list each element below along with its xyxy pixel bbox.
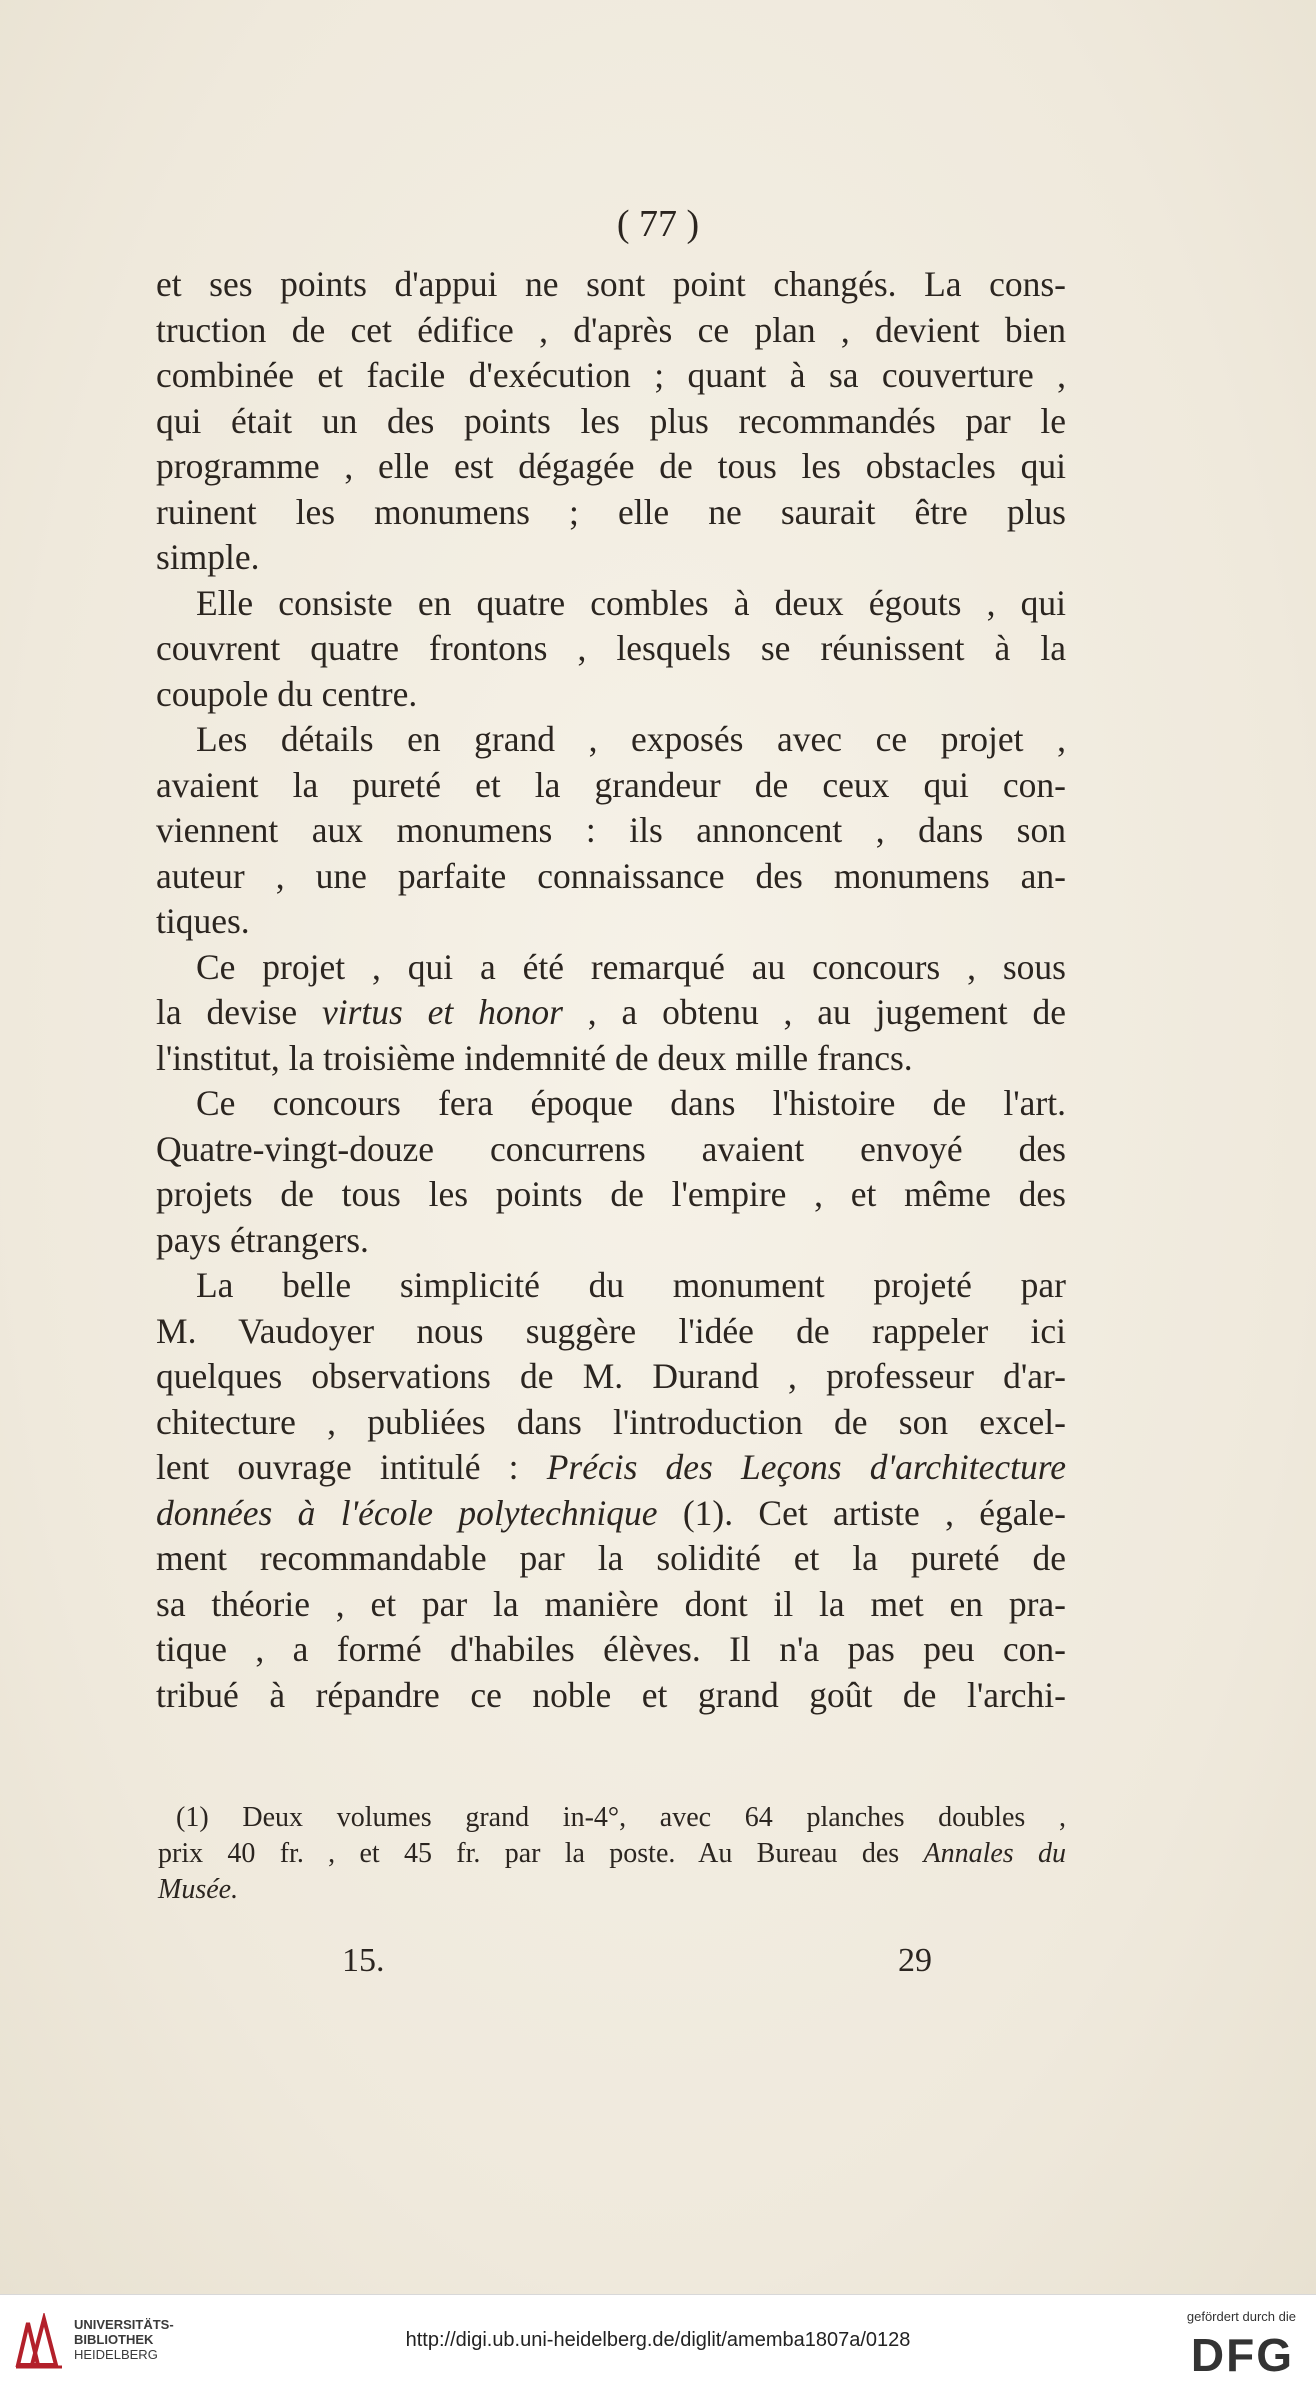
text-line: tique , a formé d'habiles élèves. Il n'a pas peu con- [156,1629,1066,1669]
text-line: la devise virtus et honor , a obtenu , au jugement de [156,992,1067,1032]
text-line: qui était un des points les plus recommandés par le [156,400,1066,441]
text-line: pays étrangers. [156,1219,369,1260]
dfg-caption: gefördert durch die [1186,2309,1296,2324]
text-line: M. Vaudoyer nous suggère l'idée de rappeler ici [156,1310,1066,1351]
italic-phrase: Musée. [158,1874,239,1905]
signature-left: 15. [342,1942,385,1979]
footnote-line: (1) Deux volumes grand in-4°, avec 64 planches doubles , [176,1802,1066,1833]
page-number: ( 77 ) [616,203,700,245]
text-line: avaient la pureté et la grandeur de ceux qui con- [156,764,1066,805]
text-line: sa théorie , et par la manière dont il la met en pra- [156,1583,1066,1624]
text-line: tiques. [156,901,250,941]
text-line: Ce projet , qui a été remarqué au concours , sous [196,946,1066,987]
text-line: données à l'école polytechnique (1). Cet artiste , égale- [156,1492,1066,1533]
text-line: truction de cet édifice , d'après ce plan , devient bien [156,309,1066,350]
text-line: La belle simplicité du monument projeté par [196,1265,1066,1305]
footnote-line: prix 40 fr. , et 45 fr. par la poste. Au Bureau des Annales du [158,1838,1067,1869]
italic-phrase: données à l'école polytechnique [156,1492,658,1533]
text-line: programme , elle est dégagée de tous les obstacles qui [156,446,1066,486]
viewer-footer [0,2294,1316,2387]
text-line: et ses points d'appui ne sont point changés. La cons- [156,264,1066,304]
text-line: combinée et facile d'exécution ; quant à sa couverture , [156,355,1066,395]
text-line: coupole du centre. [156,673,418,714]
text-line: projets de tous les points de l'empire , et même des [156,1174,1066,1214]
text-line: l'institut, la troisième indemnité de deux mille francs. [156,1037,913,1078]
footnote [158,1800,1066,1908]
signature-right: 29 [898,1942,932,1979]
text-line: simple. [156,537,260,577]
text-line: Les détails en grand , exposés avec ce projet , [196,719,1066,759]
text-line: ruinent les monumens ; elle ne saurait être plus [156,491,1066,532]
permalink-url[interactable]: http://digi.ub.uni-heidelberg.de/diglit/amemba1807a/0128 [405,2329,911,2351]
text-line: Elle consiste en quatre combles à deux égouts , qui [196,582,1066,623]
library-name-line: HEIDELBERG [74,2347,158,2362]
dfg-logo: DFG [1190,2329,1294,2381]
text-line: Quatre-vingt-douze concurrens avaient envoyé des [156,1128,1066,1169]
footnote-line [158,1872,1066,1908]
italic-phrase: virtus et honor [321,992,563,1032]
text-line: lent ouvrage intitulé : Précis des Leçons d'architecture [156,1447,1066,1487]
italic-phrase: Annales du [923,1838,1067,1869]
body-text [156,262,1066,1718]
library-name-line: BIBLIOTHEK [74,2332,154,2347]
text-line: chitecture , publiées dans l'introduction de son excel- [156,1401,1066,1442]
text-line: ment recommandable par la solidité et la pureté de [156,1538,1066,1578]
text-line: auteur , une parfaite connaissance des monumens an- [156,855,1066,896]
text-line: tribué à répandre ce noble et grand goût de l'archi- [156,1674,1066,1715]
text-line: couvrent quatre frontons , lesquels se réunissent à la [156,628,1066,668]
italic-phrase: Précis des Leçons d'architecture [546,1447,1066,1487]
library-name-line: UNIVERSITÄTS- [74,2317,174,2332]
text-line: viennent aux monumens : ils annoncent , dans son [156,810,1066,850]
text-line: Ce concours fera époque dans l'histoire de l'art. [196,1083,1066,1123]
text-line: quelques observations de M. Durand , professeur d'ar- [156,1356,1066,1396]
